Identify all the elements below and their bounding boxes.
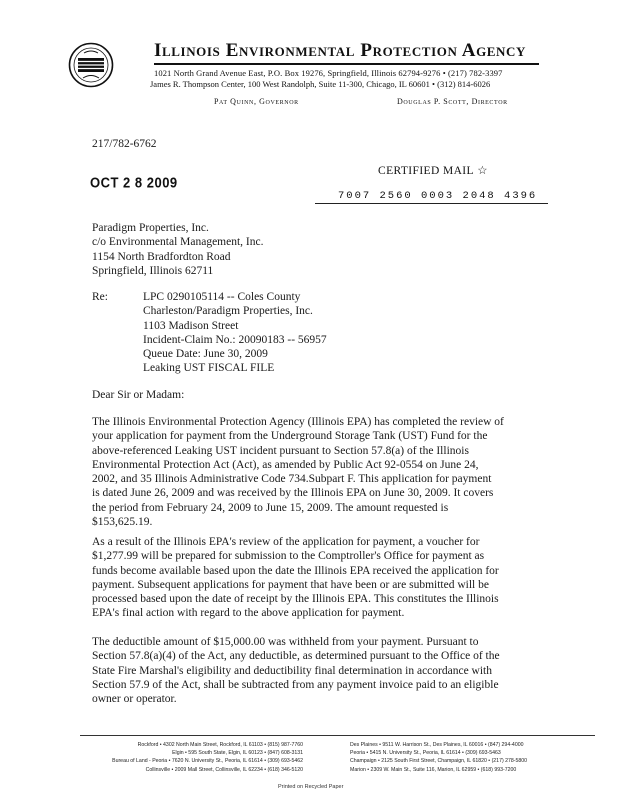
recycled-paper-note: Printed on Recycled Paper (278, 784, 344, 790)
tracking-underline (315, 203, 548, 204)
illinois-epa-seal-icon (68, 42, 114, 88)
footer-office: Des Plaines • 9511 W. Harrison St., Des Plaines, IL 60016 • (847) 294-4000 (350, 742, 524, 748)
paragraph-review (92, 415, 547, 529)
paragraph-line: is dated June 26, 2009 and was received by the Illinois EPA on June 30, 2009. It covers (92, 487, 494, 500)
letterhead-rule (154, 63, 539, 65)
paragraph-voucher (92, 535, 547, 621)
paragraph-line: $1,277.99 will be prepared for submission to the Comptroller's Office for payment as (92, 550, 485, 563)
footer-office: Rockford • 4302 North Main Street, Rockford, IL 61103 • (815) 987-7760 (137, 742, 303, 748)
paragraph-line: Section 57.9 of the Act, shall be subtracted from any payment invoice paid to an eligible (92, 678, 499, 691)
recipient-line: c/o Environmental Management, Inc. (92, 236, 264, 249)
paragraph-line: the period from February 24, 2009 to June 15, 2009. The amount requested is (92, 501, 449, 514)
address-springfield: 1021 North Grand Avenue East, P.O. Box 19276, Springfield, Illinois 62794-9276 • (217) 782-3397 (154, 68, 503, 78)
re-line: Leaking UST FISCAL FILE (143, 362, 275, 375)
paragraph-line: As a result of the Illinois EPA's review of the application for payment, a voucher for (92, 536, 480, 548)
paragraph-line: 2002, and 35 Illinois Administrative Code 734.Subpart F. This application for payment (92, 473, 492, 486)
footer-office: Peoria • 5415 N. University St., Peoria, IL 61614 • (309) 693-5463 (350, 750, 501, 757)
footer-office: Bureau of Land - Peoria • 7620 N. University St., Peoria, IL 61614 • (309) 693-5462 (112, 758, 303, 765)
footer-rule (80, 735, 595, 736)
recipient-line: Springfield, Illinois 62711 (92, 264, 214, 277)
re-line: LPC 0290105114 -- Coles County (143, 291, 301, 303)
footer-offices-right (350, 741, 527, 774)
recipient-address (92, 221, 263, 278)
certified-mail-text: CERTIFIED MAIL (378, 165, 474, 177)
recipient-line: Paradigm Properties, Inc. (92, 222, 209, 234)
paragraph-line: EPA's final action with regard to the above application for payment. (92, 607, 405, 620)
footer-office: Elgin • 595 South State, Elgin, IL 60123 • (847) 608-3131 (172, 750, 303, 757)
paragraph-line: above-referenced Leaking UST incident pursuant to Section 57.8(a) of the Illinois (92, 444, 469, 457)
certified-mail-label (378, 163, 488, 177)
paragraph-line: The Illinois Environmental Protection Agency (Illinois EPA) has completed the review of (92, 416, 504, 428)
paragraph-line: funds become available based upon the date the Illinois EPA received the application for (92, 564, 499, 577)
tracking-number: 7007 2560 0003 2048 4396 (338, 190, 538, 202)
paragraph-line: State Fire Marshal's eligibility and deductibility final determination in accordance with (92, 664, 492, 677)
paragraph-deductible (92, 635, 547, 706)
footer-office: Collinsville • 2009 Mall Street, Collinsville, IL 62234 • (618) 346-5120 (145, 766, 303, 773)
address-chicago: James R. Thompson Center, 100 West Randolph, Suite 11-300, Chicago, IL 60601 • (312) 814-6026 (150, 79, 491, 89)
re-label: Re: (92, 291, 108, 303)
governor-name: Pat Quinn, Governor (214, 97, 299, 106)
paragraph-line: processed based upon the date of receipt by the Illinois EPA. This constitutes the Illinois (92, 593, 499, 606)
recipient-line: 1154 North Bradfordton Road (92, 250, 231, 263)
paragraph-line: Environmental Protection Act (Act), as amended by Public Act 92-0554 on June 24, (92, 458, 479, 471)
re-block (143, 290, 327, 376)
paragraph-line: your application for payment from the Underground Storage Tank (UST) Fund for the (92, 430, 488, 443)
footer-office: Marion • 2309 W. Main St., Suite 116, Marion, IL 62959 • (618) 993-7200 (350, 766, 517, 773)
re-line: 1103 Madison Street (143, 319, 239, 332)
re-line: Incident-Claim No.: 20090183 -- 56957 (143, 333, 327, 346)
footer-office: Champaign • 2125 South First Street, Champaign, IL 61820 • (217) 278-5800 (350, 758, 528, 765)
phone-number: 217/782-6762 (92, 138, 157, 150)
paragraph-line: $153,625.19. (92, 516, 153, 529)
paragraph-line: owner or operator. (92, 693, 177, 706)
paragraph-line: payment. Subsequent applications for payment that have been or are submitted will be (92, 578, 489, 591)
paragraph-line: The deductible amount of $15,000.00 was withheld from your payment. Pursuant to (92, 636, 479, 648)
re-line: Queue Date: June 30, 2009 (143, 348, 268, 361)
re-line: Charleston/Paradigm Properties, Inc. (143, 305, 313, 318)
star-icon: ☆ (473, 165, 488, 177)
paragraph-line: Section 57.8(a)(4) of the Act, any deductible, as determined pursuant to the Office of the (92, 650, 500, 663)
date-stamp: OCT 2 8 2009 (90, 173, 178, 192)
agency-name: Illinois Environmental Protection Agency (154, 40, 527, 61)
footer-offices-left (58, 741, 303, 774)
salutation: Dear Sir or Madam: (92, 389, 185, 401)
director-name: Douglas P. Scott, Director (397, 97, 508, 106)
